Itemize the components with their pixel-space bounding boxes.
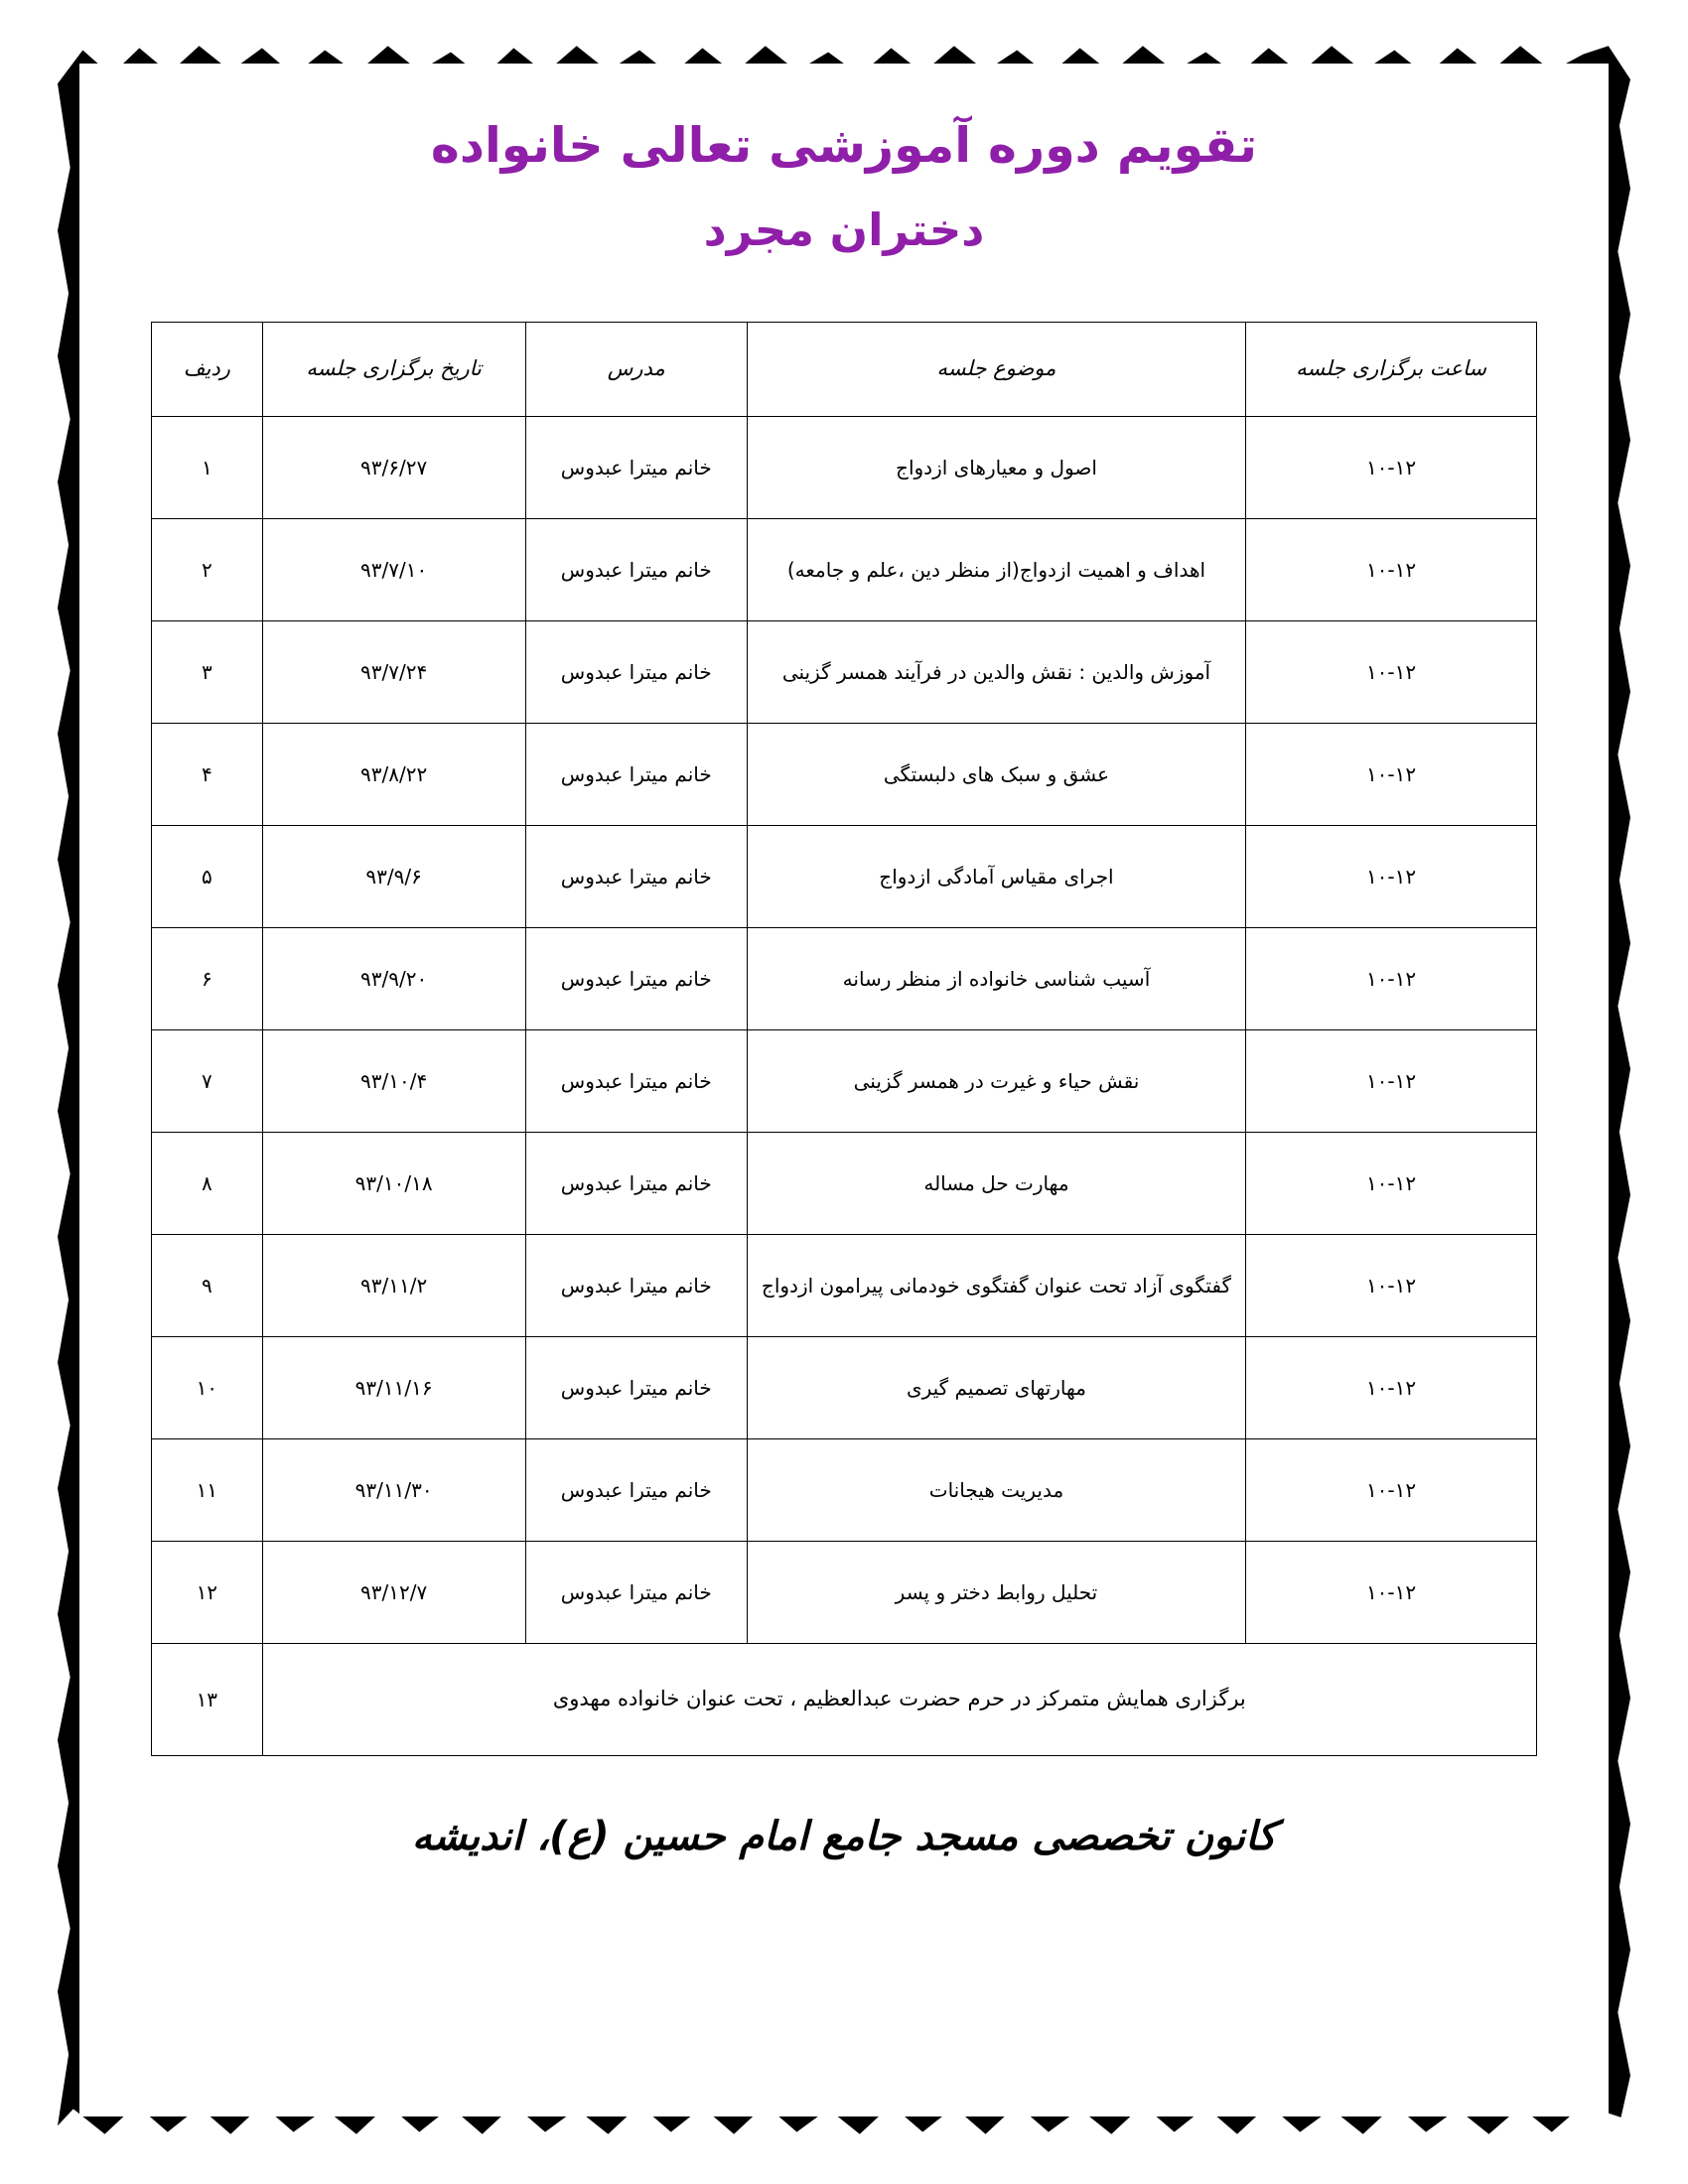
cell-topic: آسیب شناسی خانواده از منظر رسانه	[747, 927, 1245, 1029]
table-body	[152, 416, 1537, 1755]
cell-date: ۹۳/۷/۱۰	[262, 518, 525, 620]
table-row	[152, 825, 1537, 927]
cell-row-no: ۵	[152, 825, 263, 927]
poster-content	[52, 46, 1636, 1879]
cell-date: ۹۳/۱۰/۱۸	[262, 1132, 525, 1234]
table-row	[152, 1132, 1537, 1234]
cell-row-no: ۱۲	[152, 1541, 263, 1643]
cell-time: ۱۰-۱۲	[1246, 620, 1537, 723]
cell-topic: نقش حیاء و غیرت در همسر گزینی	[747, 1029, 1245, 1132]
page-subtitle: دختران مجرد	[703, 204, 985, 257]
cell-time: ۱۰-۱۲	[1246, 723, 1537, 825]
cell-teacher: خانم میترا عبدوس	[525, 620, 747, 723]
cell-row-no: ۱	[152, 416, 263, 518]
page-title: تقویم دوره آموزشی تعالی خانواده	[430, 117, 1258, 174]
cell-teacher: خانم میترا عبدوس	[525, 1132, 747, 1234]
cell-row-no: ۷	[152, 1029, 263, 1132]
cell-time: ۱۰-۱۲	[1246, 1541, 1537, 1643]
table-row	[152, 416, 1537, 518]
cell-date: ۹۳/۷/۲۴	[262, 620, 525, 723]
cell-teacher: خانم میترا عبدوس	[525, 518, 747, 620]
cell-time: ۱۰-۱۲	[1246, 1132, 1537, 1234]
cell-row-no: ۱۳	[152, 1643, 263, 1755]
table-row	[152, 620, 1537, 723]
schedule-table	[151, 322, 1537, 1756]
cell-time: ۱۰-۱۲	[1246, 518, 1537, 620]
cell-teacher: خانم میترا عبدوس	[525, 1541, 747, 1643]
cell-topic: اهداف و اهمیت ازدواج(از منظر دین ،علم و جامعه)	[747, 518, 1245, 620]
cell-time: ۱۰-۱۲	[1246, 1029, 1537, 1132]
table-row	[152, 1029, 1537, 1132]
table-header-row	[152, 322, 1537, 416]
cell-row-no: ۲	[152, 518, 263, 620]
cell-topic: مهارتهای تصمیم گیری	[747, 1336, 1245, 1438]
cell-row-no: ۸	[152, 1132, 263, 1234]
cell-time: ۱۰-۱۲	[1246, 1234, 1537, 1336]
column-header-teacher: مدرس	[525, 322, 747, 416]
cell-date: ۹۳/۸/۲۲	[262, 723, 525, 825]
cell-teacher: خانم میترا عبدوس	[525, 416, 747, 518]
table-row	[152, 518, 1537, 620]
cell-teacher: خانم میترا عبدوس	[525, 927, 747, 1029]
table-header	[152, 322, 1537, 416]
cell-teacher: خانم میترا عبدوس	[525, 1029, 747, 1132]
cell-date: ۹۳/۱۰/۴	[262, 1029, 525, 1132]
table-row	[152, 1438, 1537, 1541]
cell-time: ۱۰-۱۲	[1246, 927, 1537, 1029]
cell-teacher: خانم میترا عبدوس	[525, 723, 747, 825]
table-row-note	[152, 1643, 1537, 1755]
cell-note-text: برگزاری همایش متمرکز در حرم حضرت عبدالعظیم ، تحت عنوان خانواده مهدوی	[262, 1643, 1536, 1755]
cell-time: ۱۰-۱۲	[1246, 825, 1537, 927]
cell-date: ۹۳/۹/۶	[262, 825, 525, 927]
cell-topic: آموزش والدین : نقش والدین در فرآیند همسر گزینی	[747, 620, 1245, 723]
cell-topic: اجرای مقیاس آمادگی ازدواج	[747, 825, 1245, 927]
cell-row-no: ۱۰	[152, 1336, 263, 1438]
table-row	[152, 1336, 1537, 1438]
column-header-row-no: ردیف	[152, 322, 263, 416]
column-header-date: تاریخ برگزاری جلسه	[262, 322, 525, 416]
cell-time: ۱۰-۱۲	[1246, 416, 1537, 518]
cell-topic: تحلیل روابط دختر و پسر	[747, 1541, 1245, 1643]
column-header-topic: موضوع جلسه	[747, 322, 1245, 416]
cell-time: ۱۰-۱۲	[1246, 1438, 1537, 1541]
column-header-time: ساعت برگزاری جلسه	[1246, 322, 1537, 416]
table-row	[152, 927, 1537, 1029]
cell-teacher: خانم میترا عبدوس	[525, 1438, 747, 1541]
cell-time: ۱۰-۱۲	[1246, 1336, 1537, 1438]
cell-row-no: ۳	[152, 620, 263, 723]
cell-row-no: ۱۱	[152, 1438, 263, 1541]
cell-date: ۹۳/۱۱/۱۶	[262, 1336, 525, 1438]
cell-topic: مدیریت هیجانات	[747, 1438, 1245, 1541]
cell-date: ۹۳/۱۱/۲	[262, 1234, 525, 1336]
cell-date: ۹۳/۱۱/۳۰	[262, 1438, 525, 1541]
cell-topic: عشق و سبک های دلبستگی	[747, 723, 1245, 825]
cell-row-no: ۶	[152, 927, 263, 1029]
cell-date: ۹۳/۶/۲۷	[262, 416, 525, 518]
cell-date: ۹۳/۹/۲۰	[262, 927, 525, 1029]
cell-date: ۹۳/۱۲/۷	[262, 1541, 525, 1643]
cell-topic: اصول و معیارهای ازدواج	[747, 416, 1245, 518]
table-row	[152, 1541, 1537, 1643]
footer-organization: کانون تخصصی مسجد جامع امام حسین (ع)، اندیشه	[411, 1813, 1277, 1859]
cell-row-no: ۴	[152, 723, 263, 825]
table-row	[152, 1234, 1537, 1336]
table-row	[152, 723, 1537, 825]
cell-topic: مهارت حل مساله	[747, 1132, 1245, 1234]
schedule-table-wrapper	[151, 322, 1537, 1756]
cell-row-no: ۹	[152, 1234, 263, 1336]
cell-teacher: خانم میترا عبدوس	[525, 825, 747, 927]
cell-topic: گفتگوی آزاد تحت عنوان گفتگوی خودمانی پیرامون ازدواج	[747, 1234, 1245, 1336]
cell-teacher: خانم میترا عبدوس	[525, 1234, 747, 1336]
cell-teacher: خانم میترا عبدوس	[525, 1336, 747, 1438]
